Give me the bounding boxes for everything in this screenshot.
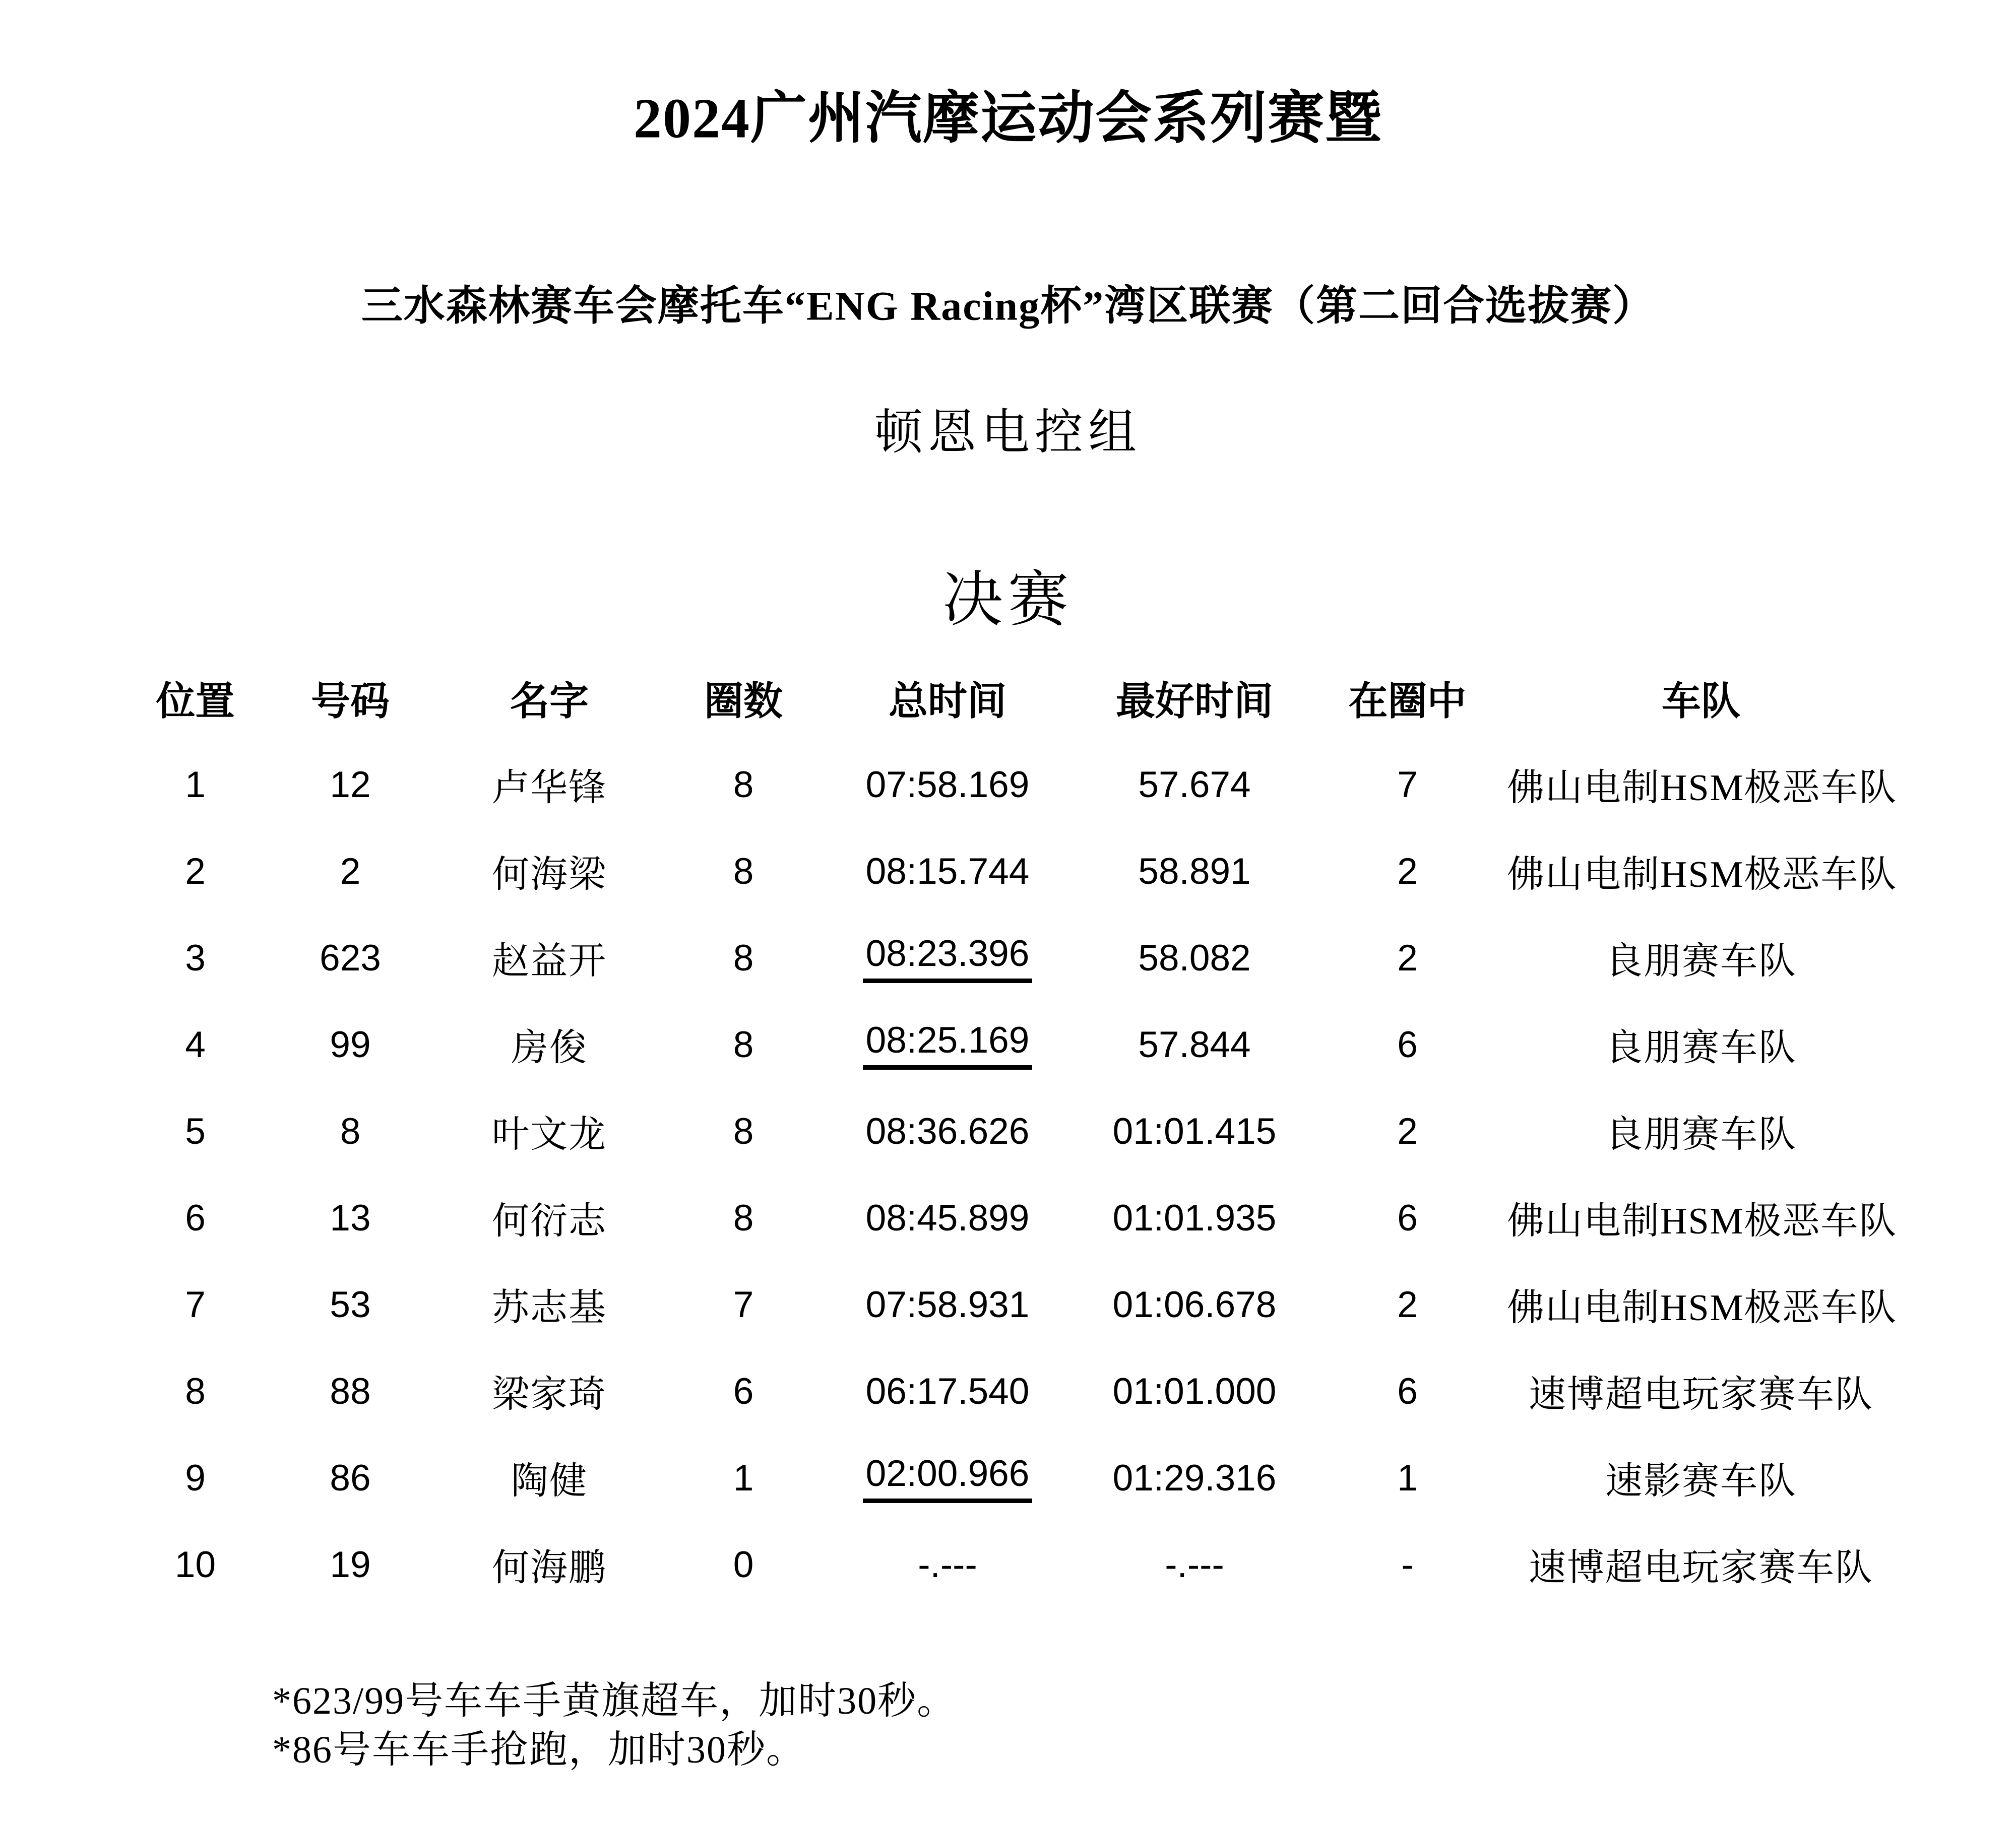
cell-total-time: 07:58.931 [865,1284,1030,1325]
cell-laps: 1 [733,1457,754,1499]
header-cell-team: 车队 [1661,679,1740,723]
cell-best-lap: 2 [1397,851,1418,892]
table-row [116,828,1898,915]
cell-best-lap: 6 [1397,1371,1418,1412]
header-cell-total-time: 总时间 [888,679,1006,723]
cell-best-time: -.--- [1165,1544,1224,1585]
cell-name: 叶文龙 [492,1114,607,1155]
table-row [116,1088,1895,1175]
cell-number: 86 [330,1457,371,1499]
cell-best-lap: - [1401,1544,1414,1585]
cell-laps: 8 [733,764,754,805]
cell-name: 何海鹏 [492,1547,607,1589]
footnote: *86号车车手抢跑，加时30秒。 [272,1729,805,1771]
cell-best-time: 58.891 [1138,851,1251,892]
cell-total-time [814,933,1081,983]
cell-best-lap: 2 [1397,1284,1418,1325]
cell-best-time: 01:01.935 [1112,1197,1277,1239]
cell-name: 陶健 [511,1461,588,1502]
cell-laps: 8 [733,1024,754,1065]
cell-best-time: 57.844 [1138,1024,1251,1065]
cell-position: 1 [185,764,206,805]
table-row [116,1435,1895,1521]
cell-laps: 7 [733,1284,754,1325]
cell-name: 何衍志 [492,1201,607,1242]
header-cell-best-lap: 在圈中 [1348,679,1467,723]
cell-name: 赵益开 [492,941,607,982]
header-cell-name: 名字 [510,679,589,723]
cell-number: 99 [330,1024,371,1065]
cell-team: 佛山电制HSM极恶车队 [1507,854,1898,895]
cell-laps: 8 [733,851,754,892]
cell-position: 3 [185,937,206,979]
table-row [116,1175,1898,1261]
table-row [116,1348,1895,1435]
cell-position: 2 [185,851,206,892]
cell-laps: 8 [733,1111,754,1152]
group-name: 顿恩电控组 [874,405,1142,460]
cell-team: 良朋赛车队 [1605,941,1797,982]
page-title: 2024广州汽摩运动会系列赛暨 [634,87,1382,150]
cell-best-lap: 6 [1397,1197,1418,1239]
cell-total-time: 08:36.626 [865,1111,1030,1152]
cell-team: 良朋赛车队 [1605,1114,1797,1155]
cell-team: 佛山电制HSM极恶车队 [1507,1287,1898,1329]
underlined-total-time: 08:25.169 [863,1019,1033,1070]
cell-team: 速博超电玩家赛车队 [1529,1547,1873,1589]
cell-number: 53 [330,1284,371,1325]
header-cell-position: 位置 [156,679,235,723]
cell-best-lap: 7 [1397,764,1418,805]
results-table [116,655,1898,1608]
cell-number: 19 [330,1544,371,1585]
cell-name: 卢华锋 [492,767,607,809]
cell-team: 佛山电制HSM极恶车队 [1507,1201,1898,1242]
cell-number: 623 [320,937,381,979]
cell-total-time: 06:17.540 [865,1371,1030,1412]
cell-best-lap: 2 [1397,1111,1418,1152]
cell-total-time [814,1019,1081,1070]
cell-total-time: 08:45.899 [865,1197,1030,1239]
cell-position: 9 [185,1457,206,1499]
footnote: *623/99号车车手黄旗超车，加时30秒。 [272,1680,957,1722]
table-row [116,915,1895,1001]
cell-best-time: 58.082 [1138,937,1251,979]
table-row [116,1521,1895,1608]
cell-position: 5 [185,1111,206,1152]
cell-team: 良朋赛车队 [1605,1027,1797,1069]
cell-number: 12 [330,764,371,805]
cell-name: 苏志基 [492,1287,607,1329]
cell-team: 佛山电制HSM极恶车队 [1507,767,1898,809]
cell-best-time: 01:06.678 [1112,1284,1277,1325]
cell-total-time: 08:15.744 [865,851,1030,892]
cell-number: 13 [330,1197,371,1239]
cell-number: 2 [340,851,361,892]
cell-name: 梁家琦 [492,1374,607,1415]
cell-laps: 8 [733,937,754,979]
cell-laps: 8 [733,1197,754,1239]
session-title: 决赛 [942,566,1074,633]
cell-total-time: 07:58.169 [865,764,1030,805]
cell-best-time: 57.674 [1138,764,1251,805]
cell-laps: 6 [733,1371,754,1412]
cell-total-time: -.--- [918,1544,977,1585]
cell-name: 何海梁 [492,854,607,895]
table-row [116,1261,1898,1348]
cell-best-lap: 6 [1397,1024,1418,1065]
cell-position: 4 [185,1024,206,1065]
cell-position: 6 [185,1197,206,1239]
underlined-total-time: 02:00.966 [863,1453,1033,1503]
cell-best-time: 01:29.316 [1112,1457,1277,1499]
header-cell-number: 号码 [310,679,390,723]
header-cell-laps: 圈数 [704,679,783,723]
cell-position: 8 [185,1371,206,1412]
cell-best-lap: 1 [1397,1457,1418,1499]
cell-team: 速博超电玩家赛车队 [1529,1374,1873,1415]
cell-best-time: 01:01.415 [1112,1111,1277,1152]
table-body [116,741,1898,1608]
cell-total-time [814,1453,1081,1503]
cell-best-time: 01:01.000 [1112,1371,1277,1412]
cell-laps: 0 [733,1544,754,1585]
cell-number: 8 [340,1111,361,1152]
cell-name: 房俊 [511,1027,588,1069]
header-cell-best-time: 最好时间 [1115,679,1273,723]
cell-team: 速影赛车队 [1605,1461,1797,1502]
table-row [116,741,1898,828]
page-subtitle: 三水森林赛车会摩托车“ENG Racing杯”湾区联赛（第二回合选拔赛） [361,283,1655,329]
underlined-total-time: 08:23.396 [863,933,1033,983]
table-row [116,1001,1895,1088]
cell-best-lap: 2 [1397,937,1418,979]
table-header-row [116,655,1895,741]
cell-number: 88 [330,1371,371,1412]
cell-position: 10 [174,1544,216,1585]
footnotes [272,1677,956,1775]
cell-position: 7 [185,1284,206,1325]
